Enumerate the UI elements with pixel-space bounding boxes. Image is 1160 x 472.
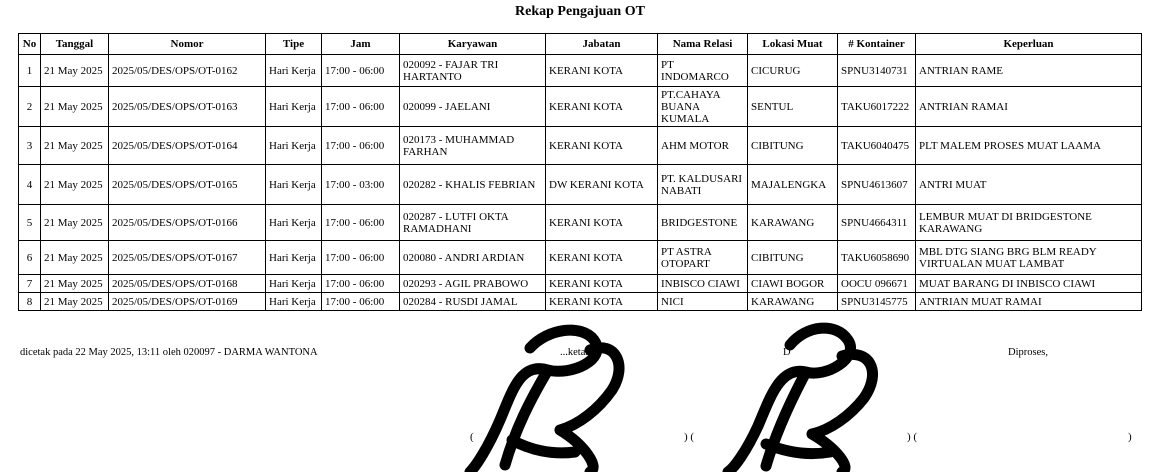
report-title: Rekap Pengajuan OT [515,4,645,19]
cell-karyawan: 020173 - MUHAMMAD FARHAN [400,127,546,165]
cell-jam: 17:00 - 06:00 [322,87,400,127]
cell-karyawan: 020099 - JAELANI [400,87,546,127]
cell-jabatan: DW KERANI KOTA [546,165,658,205]
cell-tanggal: 21 May 2025 [41,55,109,87]
cell-nomor: 2025/05/DES/OPS/OT-0169 [109,293,266,311]
cell-keperluan: ANTRIAN RAMAI [916,87,1142,127]
cell-karyawan: 020293 - AGIL PRABOWO [400,275,546,293]
printed-info: dicetak pada 22 May 2025, 13:11 oleh 020097 - DARMA WANTONA [20,347,318,358]
cell-karyawan: 020092 - FAJAR TRI HARTANTO [400,55,546,87]
cell-tipe: Hari Kerja [266,165,322,205]
col-header-tipe: Tipe [266,34,322,55]
col-header-karyawan: Karyawan [400,34,546,55]
cell-no: 7 [19,275,41,293]
cell-no: 3 [19,127,41,165]
cell-tanggal: 21 May 2025 [41,293,109,311]
cell-keperluan: MBL DTG SIANG BRG BLM READY VIRTUALAN MUAT LAMBAT [916,241,1142,275]
cell-kontainer: SPNU4613607 [838,165,916,205]
cell-tipe: Hari Kerja [266,55,322,87]
col-header-keperluan: Keperluan [916,34,1142,55]
cell-jabatan: KERANI KOTA [546,87,658,127]
cell-nomor: 2025/05/DES/OPS/OT-0165 [109,165,266,205]
cell-no: 5 [19,205,41,241]
cell-tanggal: 21 May 2025 [41,87,109,127]
table-row [19,275,1142,293]
sign-paren-open: ( [470,431,474,443]
sign-paren-close: ) [1128,431,1132,443]
cell-tipe: Hari Kerja [266,241,322,275]
cell-nomor: 2025/05/DES/OPS/OT-0164 [109,127,266,165]
cell-no: 2 [19,87,41,127]
cell-keperluan: LEMBUR MUAT DI BRIDGESTONE KARAWANG [916,205,1142,241]
table-row [19,165,1142,205]
cell-lokasi-muat: CIBITUNG [748,127,838,165]
cell-keperluan: PLT MALEM PROSES MUAT LAAMA [916,127,1142,165]
cell-nama-relasi: PT. KALDUSARI NABATI [658,165,748,205]
cell-no: 4 [19,165,41,205]
cell-kontainer: SPNU3140731 [838,55,916,87]
cell-jam: 17:00 - 06:00 [322,293,400,311]
cell-tanggal: 21 May 2025 [41,165,109,205]
cell-keperluan: ANTRI MUAT [916,165,1142,205]
col-header-nama-relasi: Nama Relasi [658,34,748,55]
cell-lokasi-muat: KARAWANG [748,205,838,241]
cell-jam: 17:00 - 06:00 [322,205,400,241]
cell-nomor: 2025/05/DES/OPS/OT-0162 [109,55,266,87]
cell-nama-relasi: PT.CAHAYA BUANA KUMALA [658,87,748,127]
cell-nama-relasi: PT INDOMARCO [658,55,748,87]
cell-nama-relasi: PT ASTRA OTOPART [658,241,748,275]
middle-sign-label: D [783,347,791,358]
col-header-jabatan: Jabatan [546,34,658,55]
cell-jam: 17:00 - 06:00 [322,127,400,165]
ot-table [18,33,1142,311]
cell-tipe: Hari Kerja [266,205,322,241]
cell-karyawan: 020080 - ANDRI ARDIAN [400,241,546,275]
cell-kontainer: TAKU6058690 [838,241,916,275]
sign-paren-mid-2: ) ( [907,431,918,443]
cell-lokasi-muat: CIBITUNG [748,241,838,275]
cell-jam: 17:00 - 06:00 [322,241,400,275]
signature-scribble-right [728,328,873,472]
cell-jabatan: KERANI KOTA [546,275,658,293]
cell-tanggal: 21 May 2025 [41,275,109,293]
col-header-no: No [19,34,41,55]
cell-tipe: Hari Kerja [266,127,322,165]
cell-nama-relasi: BRIDGESTONE [658,205,748,241]
cell-nomor: 2025/05/DES/OPS/OT-0166 [109,205,266,241]
cell-tanggal: 21 May 2025 [41,241,109,275]
table-row [19,293,1142,311]
cell-no: 8 [19,293,41,311]
cell-tanggal: 21 May 2025 [41,127,109,165]
cell-kontainer: TAKU6017222 [838,87,916,127]
cell-jabatan: KERANI KOTA [546,127,658,165]
cell-nama-relasi: AHM MOTOR [658,127,748,165]
cell-lokasi-muat: CIAWI BOGOR [748,275,838,293]
cell-tanggal: 21 May 2025 [41,205,109,241]
cell-jam: 17:00 - 06:00 [322,55,400,87]
col-header-nomor: Nomor [109,34,266,55]
cell-karyawan: 020284 - RUSDI JAMAL [400,293,546,311]
table-row [19,55,1142,87]
known-label: ...ketahui, [560,347,602,358]
table-row [19,205,1142,241]
cell-keperluan: MUAT BARANG DI INBISCO CIAWI [916,275,1142,293]
sign-paren-mid-1: ) ( [684,431,695,443]
col-header-kontainer: # Kontainer [838,34,916,55]
cell-kontainer: SPNU4664311 [838,205,916,241]
cell-jam: 17:00 - 06:00 [322,275,400,293]
cell-no: 1 [19,55,41,87]
table-header-row [19,34,1142,55]
cell-keperluan: ANTRIAN MUAT RAMAI [916,293,1142,311]
cell-kontainer: TAKU6040475 [838,127,916,165]
cell-lokasi-muat: KARAWANG [748,293,838,311]
cell-keperluan: ANTRIAN RAME [916,55,1142,87]
cell-lokasi-muat: CICURUG [748,55,838,87]
processed-label: Diproses, [1008,347,1048,358]
cell-kontainer: OOCU 096671 [838,275,916,293]
cell-tipe: Hari Kerja [266,275,322,293]
cell-karyawan: 020282 - KHALIS FEBRIAN [400,165,546,205]
table-row [19,241,1142,275]
cell-kontainer: SPNU3145775 [838,293,916,311]
cell-jabatan: KERANI KOTA [546,293,658,311]
col-header-jam: Jam [322,34,400,55]
cell-jabatan: KERANI KOTA [546,241,658,275]
cell-karyawan: 020287 - LUTFI OKTA RAMADHANI [400,205,546,241]
cell-no: 6 [19,241,41,275]
cell-jabatan: KERANI KOTA [546,205,658,241]
cell-nomor: 2025/05/DES/OPS/OT-0168 [109,275,266,293]
cell-jam: 17:00 - 03:00 [322,165,400,205]
col-header-tanggal: Tanggal [41,34,109,55]
cell-nomor: 2025/05/DES/OPS/OT-0163 [109,87,266,127]
cell-tipe: Hari Kerja [266,87,322,127]
table-row [19,127,1142,165]
cell-tipe: Hari Kerja [266,293,322,311]
cell-jabatan: KERANI KOTA [546,55,658,87]
cell-nama-relasi: INBISCO CIAWI [658,275,748,293]
col-header-lokasi-muat: Lokasi Muat [748,34,838,55]
cell-lokasi-muat: MAJALENGKA [748,165,838,205]
cell-nomor: 2025/05/DES/OPS/OT-0167 [109,241,266,275]
cell-lokasi-muat: SENTUL [748,87,838,127]
cell-nama-relasi: NICI [658,293,748,311]
table-row [19,87,1142,127]
